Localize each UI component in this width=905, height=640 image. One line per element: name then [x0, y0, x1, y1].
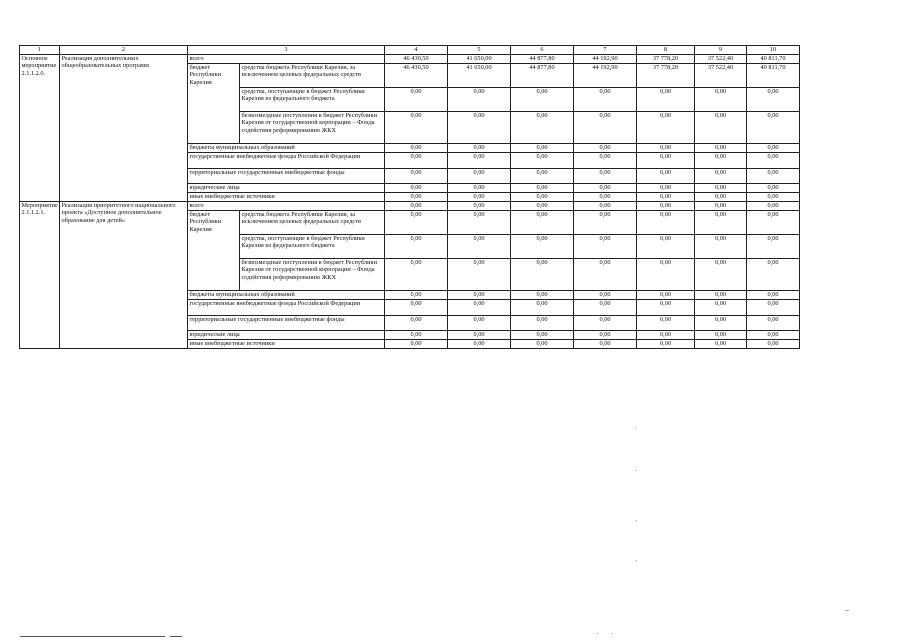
header-cell: 9 [695, 46, 747, 55]
value-cell: 0,00 [695, 315, 747, 330]
value-cell: 0,00 [448, 330, 511, 339]
scan-dot [636, 520, 637, 521]
header-cell: 10 [747, 46, 800, 55]
header-cell: 7 [574, 46, 637, 55]
value-cell: 0,00 [695, 87, 747, 111]
value-cell: 0,00 [637, 299, 695, 315]
value-cell: 0,00 [385, 183, 448, 192]
value-cell: 0,00 [637, 290, 695, 299]
source-label: средства бюджета Республики Карелия, за исключением целевых федеральных средств [240, 63, 385, 87]
value-cell: 0,00 [448, 143, 511, 152]
value-cell: 0,00 [574, 290, 637, 299]
value-cell: 0,00 [448, 339, 511, 348]
value-cell: 0,00 [385, 339, 448, 348]
value-cell: 0,00 [695, 152, 747, 168]
table-row-total [20, 201, 800, 210]
value-cell: 0,00 [637, 234, 695, 258]
budget-group-label: бюджет Республики Карелия [188, 63, 240, 143]
scan-mark [845, 610, 849, 611]
value-cell: 0,00 [448, 111, 511, 143]
value-cell: 0,00 [695, 210, 747, 234]
value-cell: 0,00 [511, 168, 574, 183]
value-cell: 0,00 [747, 201, 800, 210]
value-cell: 0,00 [574, 299, 637, 315]
value-cell: 0,00 [747, 315, 800, 330]
source-label: государственные внебюджетные фонды Российской Федерации [188, 152, 385, 168]
value-cell: 0,00 [385, 111, 448, 143]
header-cell: 3 [188, 46, 385, 55]
source-label: средства бюджета Республики Карелия, за исключением целевых федеральных средств [240, 210, 385, 234]
value-cell: 0,00 [511, 111, 574, 143]
value-cell: 0,00 [747, 168, 800, 183]
source-label: безвозмездные поступления в бюджет Республики Карелия от государственной корпорации – Фонда содействия реформированию ЖКХ [240, 111, 385, 143]
source-label: всего [188, 54, 385, 63]
value-cell: 0,00 [385, 290, 448, 299]
value-cell: 0,00 [385, 152, 448, 168]
table-body [20, 54, 800, 348]
value-cell: 0,00 [695, 299, 747, 315]
value-cell: 0,00 [511, 234, 574, 258]
value-cell: 0,00 [637, 339, 695, 348]
scan-dot [636, 560, 637, 561]
value-cell: 0,00 [747, 299, 800, 315]
table-row-total [20, 54, 800, 63]
value-cell: 0,00 [511, 330, 574, 339]
scan-dot [635, 428, 636, 429]
value-cell: 0,00 [574, 258, 637, 290]
value-cell: 0,00 [747, 339, 800, 348]
scan-mark [20, 636, 165, 637]
value-cell: 0,00 [747, 87, 800, 111]
value-cell: 0,00 [695, 201, 747, 210]
value-cell: 0,00 [574, 192, 637, 201]
value-cell: 46 430,50 [385, 54, 448, 63]
source-label: бюджеты муниципальных образований [188, 143, 385, 152]
source-label: юридические лица [188, 183, 385, 192]
value-cell: 0,00 [574, 210, 637, 234]
value-cell: 0,00 [637, 201, 695, 210]
value-cell: 0,00 [574, 168, 637, 183]
value-cell: 0,00 [695, 168, 747, 183]
value-cell: 0,00 [637, 143, 695, 152]
value-cell: 37 522,40 [695, 63, 747, 87]
source-label: безвозмездные поступления в бюджет Республики Карелия от государственной корпорации – Фонда содействия реформированию ЖКХ [240, 258, 385, 290]
value-cell: 0,00 [385, 299, 448, 315]
value-cell: 0,00 [448, 87, 511, 111]
value-cell: 44 192,90 [574, 63, 637, 87]
value-cell: 0,00 [637, 192, 695, 201]
source-label: государственные внебюджетные фонды Российской Федерации [188, 299, 385, 315]
value-cell: 0,00 [695, 339, 747, 348]
value-cell: 37 778,20 [637, 63, 695, 87]
value-cell: 0,00 [511, 339, 574, 348]
value-cell: 0,00 [637, 87, 695, 111]
header-cell: 6 [511, 46, 574, 55]
value-cell: 0,00 [637, 315, 695, 330]
value-cell: 0,00 [747, 210, 800, 234]
scan-dot [597, 633, 598, 634]
scan-dot [635, 470, 636, 471]
value-cell: 0,00 [695, 192, 747, 201]
header-cell: 2 [60, 46, 188, 55]
value-cell: 0,00 [385, 192, 448, 201]
value-cell: 0,00 [448, 299, 511, 315]
source-label: юридические лица [188, 330, 385, 339]
value-cell: 0,00 [574, 143, 637, 152]
source-label: иные внебюджетные источники [188, 339, 385, 348]
value-cell: 0,00 [448, 168, 511, 183]
event-code: Основное мероприятие 2.1.1.2.0. [20, 54, 60, 201]
value-cell: 0,00 [448, 183, 511, 192]
scan-dot [612, 633, 613, 634]
value-cell: 0,00 [747, 143, 800, 152]
value-cell: 40 811,70 [747, 54, 800, 63]
value-cell: 0,00 [747, 234, 800, 258]
value-cell: 0,00 [747, 152, 800, 168]
value-cell: 0,00 [637, 258, 695, 290]
value-cell: 0,00 [511, 143, 574, 152]
value-cell: 0,00 [747, 258, 800, 290]
value-cell: 0,00 [695, 290, 747, 299]
source-label: территориальные государственные внебюджетные фонды [188, 315, 385, 330]
value-cell: 0,00 [448, 258, 511, 290]
value-cell: 44 192,90 [574, 54, 637, 63]
value-cell: 0,00 [637, 111, 695, 143]
source-label: бюджеты муниципальных образований [188, 290, 385, 299]
header-row [20, 46, 800, 55]
value-cell: 37 522,40 [695, 54, 747, 63]
value-cell: 44 877,80 [511, 63, 574, 87]
source-label: средства, поступающие в бюджет Республики Карелия из федерального бюджета [240, 87, 385, 111]
value-cell: 0,00 [695, 143, 747, 152]
value-cell: 0,00 [574, 339, 637, 348]
value-cell: 0,00 [511, 183, 574, 192]
value-cell: 0,00 [637, 330, 695, 339]
event-code: Мероприятие 2.1.1.2.1. [20, 201, 60, 348]
event-name: Реализация приоритетного национального проекта «Доступное дополнительное образование для детей» [60, 201, 188, 348]
value-cell: 0,00 [747, 183, 800, 192]
budget-table [19, 45, 800, 349]
budget-group-label: бюджет Республики Карелия [188, 210, 240, 290]
value-cell: 0,00 [637, 183, 695, 192]
value-cell: 0,00 [574, 183, 637, 192]
value-cell: 0,00 [695, 111, 747, 143]
value-cell: 0,00 [385, 201, 448, 210]
header-cell: 4 [385, 46, 448, 55]
value-cell: 0,00 [695, 330, 747, 339]
scan-mark [170, 636, 182, 637]
value-cell: 0,00 [747, 290, 800, 299]
value-cell: 0,00 [448, 315, 511, 330]
value-cell: 0,00 [511, 152, 574, 168]
value-cell: 0,00 [574, 111, 637, 143]
value-cell: 0,00 [448, 192, 511, 201]
value-cell: 0,00 [385, 234, 448, 258]
value-cell: 0,00 [574, 315, 637, 330]
value-cell: 0,00 [511, 299, 574, 315]
value-cell: 0,00 [695, 234, 747, 258]
source-label: иные внебюджетные источники [188, 192, 385, 201]
value-cell: 0,00 [637, 168, 695, 183]
value-cell: 0,00 [574, 201, 637, 210]
event-name: Реализация дополнительных общеобразовательных программ [60, 54, 188, 201]
value-cell: 0,00 [448, 152, 511, 168]
value-cell: 0,00 [511, 290, 574, 299]
value-cell: 0,00 [448, 210, 511, 234]
value-cell: 0,00 [511, 315, 574, 330]
value-cell: 0,00 [511, 192, 574, 201]
value-cell: 0,00 [448, 201, 511, 210]
value-cell: 0,00 [574, 234, 637, 258]
value-cell: 0,00 [637, 210, 695, 234]
value-cell: 0,00 [747, 192, 800, 201]
value-cell: 44 877,80 [511, 54, 574, 63]
value-cell: 0,00 [385, 168, 448, 183]
source-label: средства, поступающие в бюджет Республики Карелия из федерального бюджета [240, 234, 385, 258]
value-cell: 0,00 [385, 330, 448, 339]
value-cell: 41 650,00 [448, 54, 511, 63]
value-cell: 0,00 [747, 330, 800, 339]
value-cell: 0,00 [511, 210, 574, 234]
header-cell: 1 [20, 46, 60, 55]
value-cell: 0,00 [695, 183, 747, 192]
value-cell: 0,00 [574, 330, 637, 339]
value-cell: 0,00 [511, 201, 574, 210]
source-label: территориальные государственные внебюджетные фонды [188, 168, 385, 183]
value-cell: 0,00 [385, 143, 448, 152]
value-cell: 0,00 [574, 87, 637, 111]
value-cell: 0,00 [637, 152, 695, 168]
value-cell: 0,00 [385, 315, 448, 330]
value-cell: 0,00 [448, 290, 511, 299]
value-cell: 0,00 [385, 258, 448, 290]
value-cell: 46 430,50 [385, 63, 448, 87]
value-cell: 0,00 [385, 210, 448, 234]
value-cell: 0,00 [511, 87, 574, 111]
value-cell: 0,00 [511, 258, 574, 290]
source-label: всего [188, 201, 385, 210]
value-cell: 41 650,00 [448, 63, 511, 87]
value-cell: 0,00 [385, 87, 448, 111]
value-cell: 40 811,70 [747, 63, 800, 87]
header-cell: 8 [637, 46, 695, 55]
value-cell: 0,00 [747, 111, 800, 143]
value-cell: 0,00 [574, 152, 637, 168]
value-cell: 0,00 [695, 258, 747, 290]
value-cell: 0,00 [448, 234, 511, 258]
value-cell: 37 778,20 [637, 54, 695, 63]
header-cell: 5 [448, 46, 511, 55]
